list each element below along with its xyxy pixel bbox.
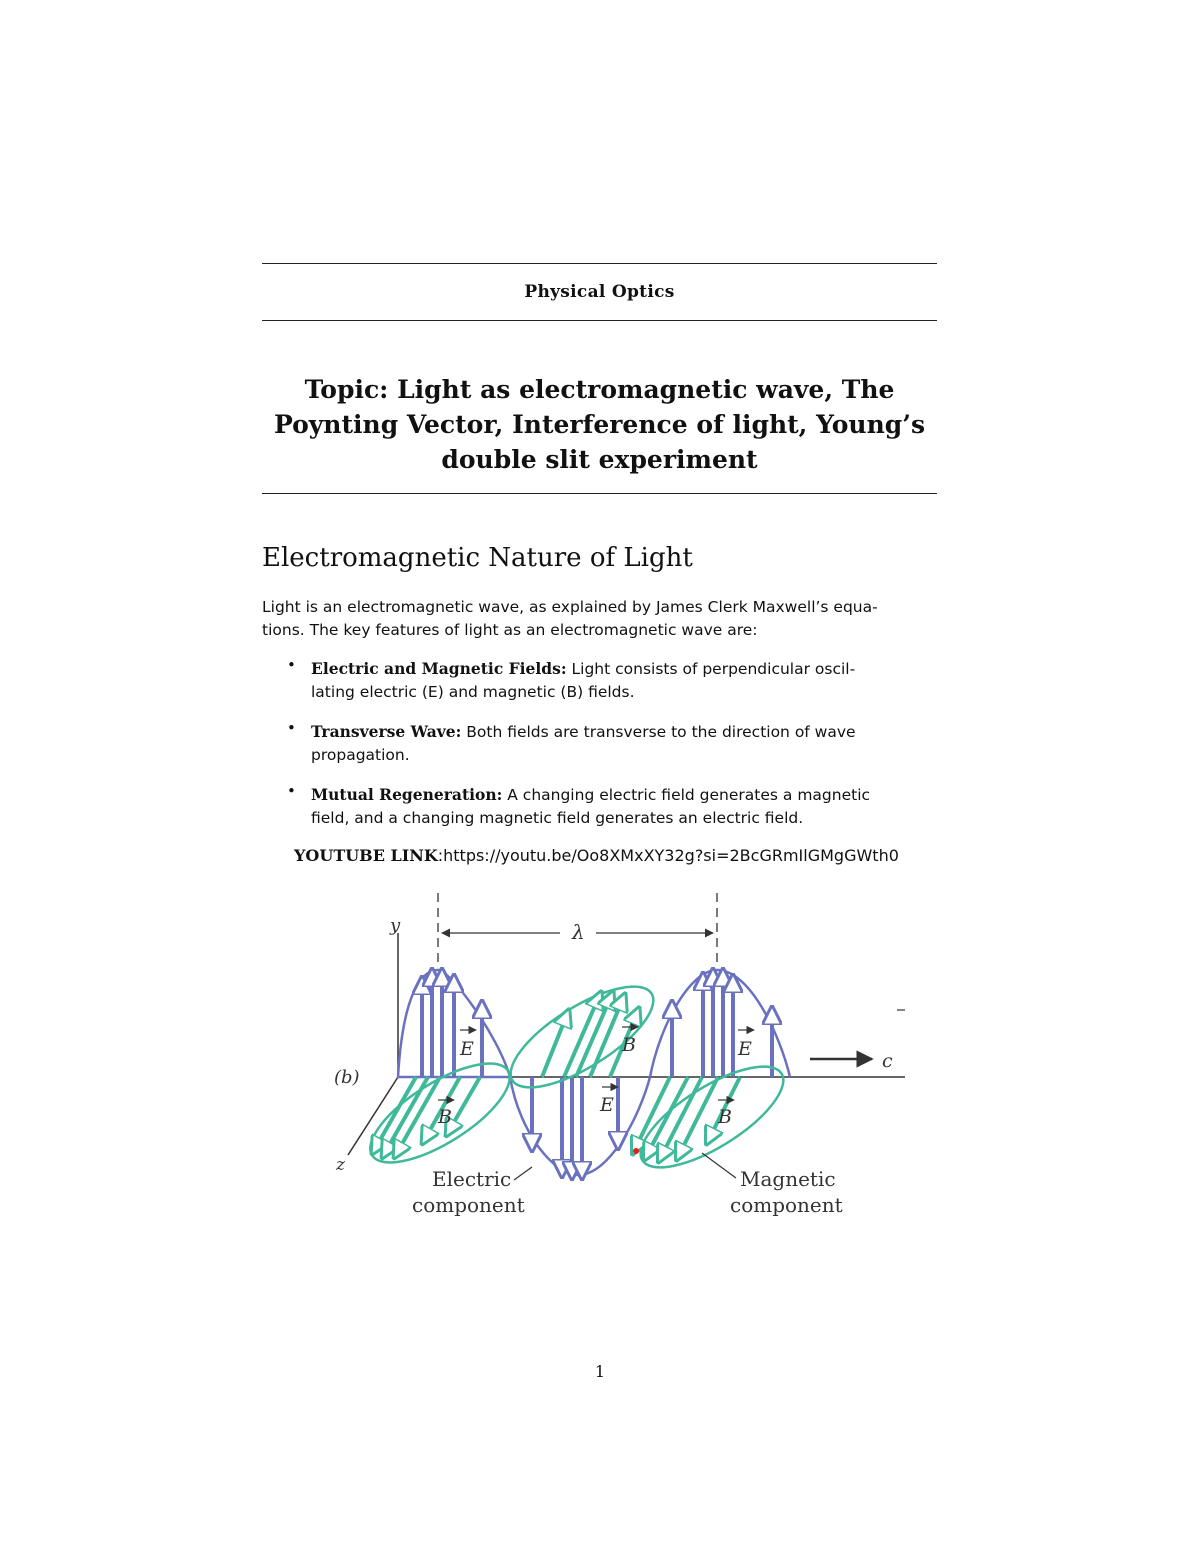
bullet-text: A changing electric field generates a magnetic xyxy=(502,786,871,804)
em-wave-figure xyxy=(320,885,920,1225)
top-rule xyxy=(262,263,937,264)
electric-component-label: Electric xyxy=(432,1167,512,1191)
svg-text:B: B xyxy=(622,1034,636,1056)
bullet-dot: • xyxy=(287,782,296,800)
svg-text:E: E xyxy=(738,1038,752,1060)
svg-text:E: E xyxy=(600,1094,614,1116)
bullet-text: Light consists of perpendicular oscil- xyxy=(566,660,856,678)
svg-text:B: B xyxy=(438,1106,452,1128)
intro-line: tions. The key features of light as an electromagnetic wave are: xyxy=(262,621,758,639)
course-rule xyxy=(262,320,937,321)
youtube-url[interactable]: :https://youtu.be/Oo8XMxXY32g?si=2BcGRmIlGMgGWth0 xyxy=(437,846,899,865)
e-vector-label xyxy=(459,1030,476,1060)
wavelength-label: λ xyxy=(572,920,585,944)
electric-callout-line xyxy=(514,1167,532,1180)
section-heading: Electromagnetic Nature of Light xyxy=(262,543,693,573)
bullet-text: Both fields are transverse to the direction of wave xyxy=(461,723,856,741)
topic-line: Topic: Light as electromagnetic wave, The xyxy=(304,375,895,404)
youtube-link[interactable] xyxy=(294,846,1014,865)
page-number: 1 xyxy=(594,1362,606,1381)
intro-line: Light is an electromagnetic wave, as explained by James Clerk Maxwell’s equa- xyxy=(262,598,878,616)
svg-text:E: E xyxy=(460,1038,474,1060)
bullet-dot: • xyxy=(287,656,296,674)
svg-text:B: B xyxy=(718,1106,732,1128)
magnetic-component-label: component xyxy=(730,1193,843,1217)
bullet-dot: • xyxy=(287,719,296,737)
course-title: Physical Optics xyxy=(524,282,675,302)
bullet-item-regeneration xyxy=(311,783,938,830)
topic-title xyxy=(262,372,937,477)
bullet-text: field, and a changing magnetic field generates an electric field. xyxy=(311,809,804,827)
youtube-label: YOUTUBE LINK xyxy=(294,846,438,865)
topic-line: double slit experiment xyxy=(441,445,758,474)
topic-rule xyxy=(262,493,937,494)
bullet-label: Transverse Wave: xyxy=(311,722,462,741)
topic-line: Poynting Vector, Interference of light, Young’s xyxy=(273,410,926,439)
electric-component-label: component xyxy=(412,1193,525,1217)
part-label: (b) xyxy=(334,1067,360,1088)
intro-paragraph xyxy=(262,596,938,642)
bullet-label: Electric and Magnetic Fields: xyxy=(311,659,567,678)
propagation-label: c xyxy=(882,1050,893,1072)
z-axis-label: z xyxy=(336,1155,345,1175)
e-vector-label xyxy=(737,1030,754,1060)
bullet-text: propagation. xyxy=(311,746,410,764)
y-axis-label: y xyxy=(390,915,401,936)
magnetic-callout-line xyxy=(702,1153,736,1178)
bullet-text: lating electric (E) and magnetic (B) fields. xyxy=(311,683,635,701)
magnetic-component-label: Magnetic xyxy=(740,1167,836,1191)
bullet-item-electric-magnetic xyxy=(311,657,938,704)
red-marker-dot xyxy=(633,1148,639,1154)
e-vector-label xyxy=(599,1087,618,1116)
bullet-item-transverse xyxy=(311,720,938,767)
bullet-label: Mutual Regeneration: xyxy=(311,785,503,804)
